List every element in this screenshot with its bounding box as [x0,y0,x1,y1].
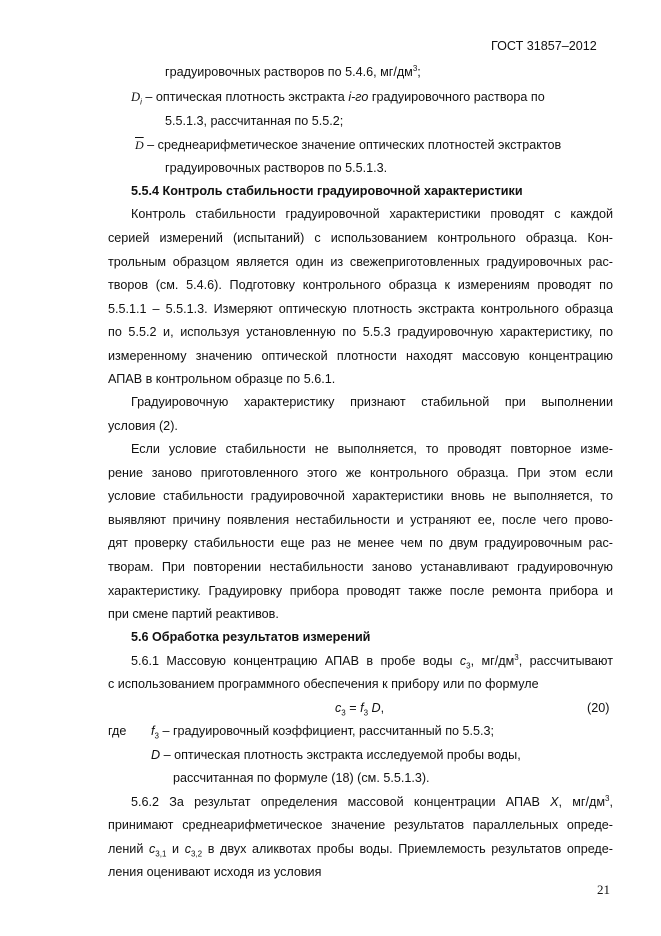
section-heading-5-6: 5.6 Обработка результатов измерений [131,630,371,644]
paragraph-line: 5.6.2 За результат определения массовой концентрации АПАВ X, $мг/дм^3$, [131,793,613,809]
paragraph-line: по 5.5.2 и, используя установленную по 5.5.3 градуировочную характеристику, по [108,325,613,339]
paragraph-line: трольным образцом является один из свежеприготовленных градуировочных рас- [108,255,613,269]
formula-number: (20) [587,701,610,715]
paragraph-line: условия (2). [108,419,178,433]
paragraph-line: принимают среднеарифметическое значение результатов параллельных опреде- [108,818,613,832]
paragraph-line: дят проверку стабильности еще раз не менее чем по двум градуировочным рас- [108,536,613,550]
paragraph-line: ления оценивают исходя из условия [108,865,322,879]
paragraph-line: 5.6.1 Массовую концентрацию АПАВ в пробе воды $c_3$, $мг/дм^3$, рассчитывают [131,652,613,671]
paragraph-line: Контроль стабильности градуировочной характеристики проводят с каждой [131,207,613,221]
paragraph-line: серией измерений (испытаний) с использованием контрольного образца. Кон- [108,231,613,245]
formula-20: $c_3 = f_3$ D, [335,701,385,718]
page-number: 21 [597,882,610,897]
paragraph-line: 5.5.1.1 – 5.5.1.3. Измеряют оптическую плотность экстракта контрольного образца [108,302,613,316]
paragraph-line: Градуировочную характеристику признают стабильной при выполнении [131,395,613,409]
paragraph-line: с использованием программного обеспечения к прибору или по формуле [108,677,539,691]
definition-line: градуировочных растворов по 5.5.1.3. [165,161,388,175]
paragraph-line: рение заново приготовленного этого же контрольного образца. При этом если [108,466,613,480]
paragraph-line: АПАВ в контрольном образце по 5.6.1. [108,372,336,386]
definition-continuation: рассчитанная по формуле (18) (см. 5.5.1.3). [173,771,430,785]
paragraph-line: выявляют причину появления нестабильности и устраняют ее, после чего прово- [108,513,613,527]
paragraph-line: при смене партий реактивов. [108,607,279,621]
definition-line: градуировочных растворов по 5.4.6, $мг/дм^3$; [165,63,421,79]
paragraph-line: условие стабильности градуировочной характеристики вновь не выполняется, то [108,489,613,503]
section-heading-5-5-4: 5.5.4 Контроль стабильности градуировочной характеристики [131,184,523,198]
definition-f3: $f_3$ – градуировочный коэффициент, рассчитанный по 5.5.3; [151,724,495,741]
paragraph-line: творам. При повторении нестабильности заново устанавливают градуировочную [108,560,613,574]
paragraph-line: Если условие стабильности не выполняется, то проводят повторное изме- [131,442,613,456]
paragraph-line: лений $c_{3,1}$ и $c_{3,2}$ в двух аликвотах пробы воды. Приемлемость результатов опреде- [108,842,613,859]
definition-line: 5.5.1.3, рассчитанная по 5.5.2; [165,114,344,128]
where-label: где [108,724,127,738]
definition-d: D – оптическая плотность экстракта исследуемой пробы воды, [151,748,521,762]
paragraph-line: творов (см. 5.4.6). Подготовку контрольного образца к измерениям проводят по [108,278,613,292]
paragraph-line: измеренному значению оптической плотности находят массовую концентрацию [108,349,613,363]
definition-d-mean: $\overline{D}$ – среднеарифметическое значение оптических плотностей экстрактов [135,138,562,152]
paragraph-line: характеристику. Градуировку прибора проводят также после ремонта прибора и [108,584,613,598]
definition-di: $D_i$ – оптическая плотность экстракта i-го градуировочного раствора по [131,90,545,107]
document-header: ГОСТ 31857–2012 [491,39,597,53]
